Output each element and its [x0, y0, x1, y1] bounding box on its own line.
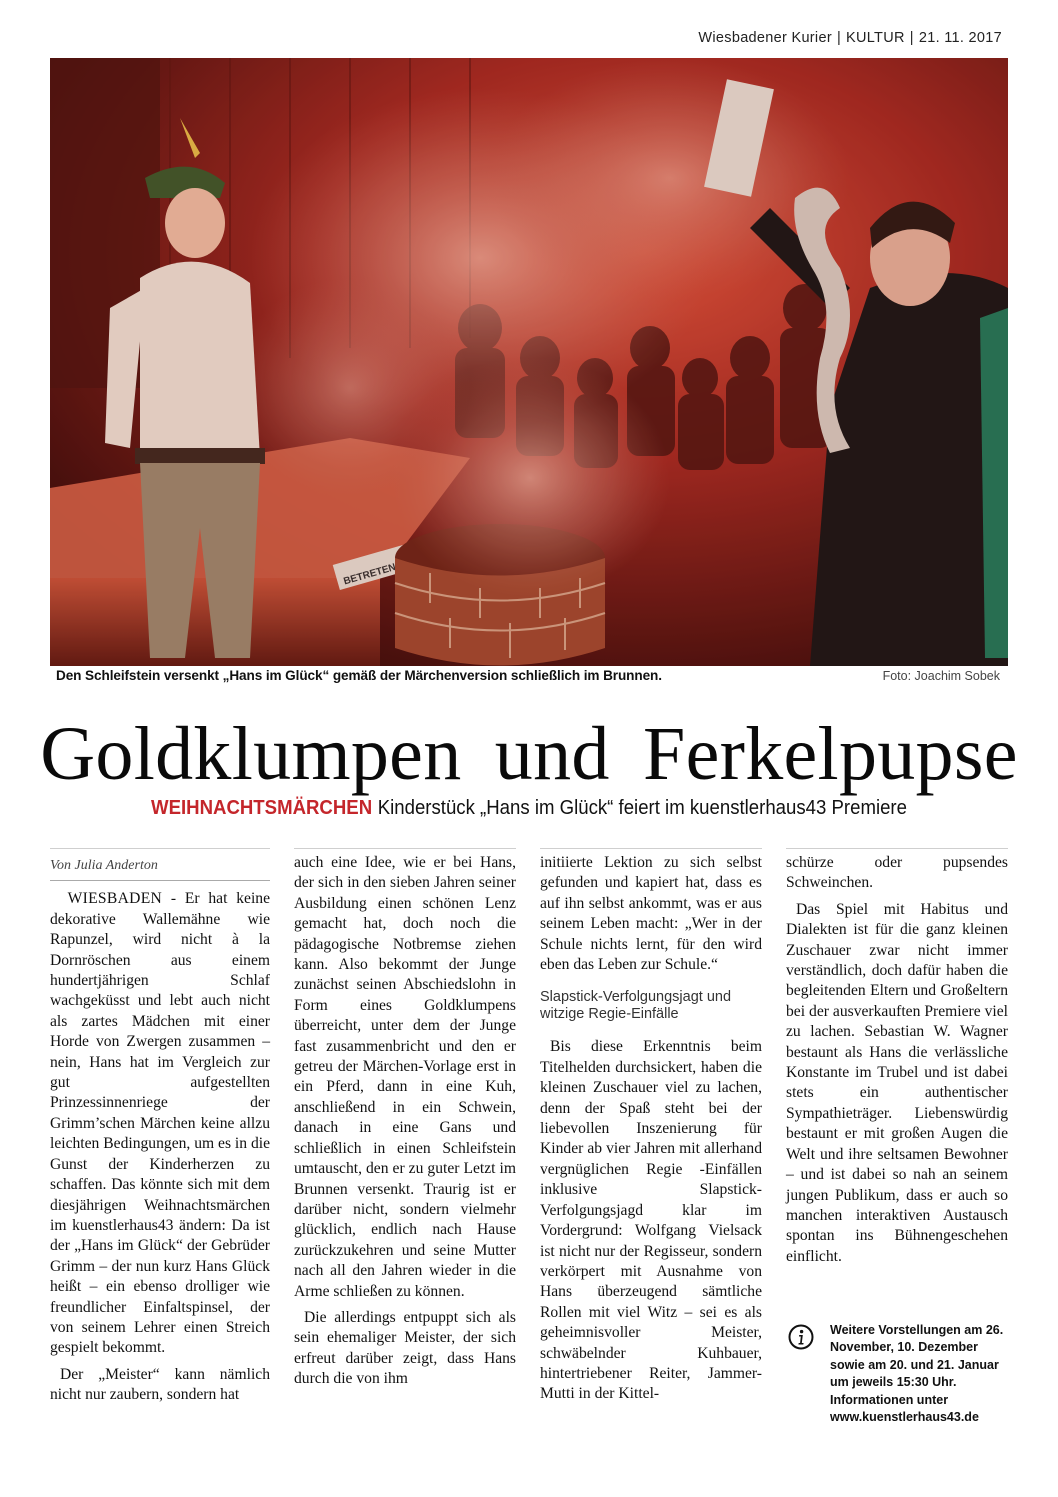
- info-text: Weitere Vorstellungen am 26. November, 10. Dezember sowie am 20. und 21. Januar um jeweils 15:30 Uhr. Informationen unter www.kuenstlerhaus43.de: [830, 1323, 1004, 1425]
- masthead: [698, 30, 1002, 46]
- stage-sign: BETRETEN: [342, 561, 398, 588]
- paragraph: Bis diese Erkenntnis beim Titelhelden durchsickert, haben die kleinen Zuschauer viel zu lachen, denn der Spaß steht bei der liebevollen Inszenierung für Kinder ab vier Jahren mit allerhand vergnüglichen Regie -Einfällen inklusive Slapstick-Verfolgungsjagd klar im Vordergrund: Wolfgang Vielsack ist nicht nur der Regisseur, sondern verkörpert mit Ausnahme von Hans überzeugend sämtliche Rollen mit viel Witz – sei es als geheimnisvoller Meister, schwäbelnder Kuhbauer, hintertriebener Reiter, Jammer-Mutti in der Kittel-: [540, 1038, 762, 1403]
- byline: Von Julia Anderton: [50, 853, 270, 881]
- column-rule: [540, 848, 762, 849]
- masthead-separator: |: [836, 30, 842, 46]
- issue-date: 21. 11. 2017: [918, 30, 1002, 46]
- column-rule: [786, 848, 1008, 849]
- subheadline: [37, 797, 1021, 820]
- kicker: WEIHNACHTSMÄRCHEN: [151, 797, 373, 819]
- article-column-1: [50, 853, 270, 1412]
- paragraph: Die allerdings entpuppt sich als sein ehemaliger Meister, der sich erfreut darüber zeigt, dass Hans durch die von ihm: [294, 1308, 516, 1388]
- article-column-4: [786, 853, 1008, 1273]
- photo-caption-row: [56, 668, 1002, 688]
- article-photo: [50, 58, 1008, 666]
- column-rule: [50, 848, 270, 849]
- stage-photo-illustration: [50, 58, 1008, 666]
- dateline: WIESBADEN: [67, 890, 163, 908]
- newspaper-name: Wiesbadener Kurier: [698, 30, 832, 46]
- headline: Goldklumpen und Ferkelpupse: [40, 712, 1018, 796]
- article-column-3: [540, 853, 762, 1411]
- paragraph: Der „Meister“ kann nämlich nicht nur zaubern, sondern hat: [50, 1365, 270, 1404]
- subheadline-text: Kinderstück „Hans im Glück“ feiert im kuenstlerhaus43 Premiere: [377, 797, 907, 819]
- info-box: [788, 1322, 1010, 1442]
- paragraph: initiierte Lektion zu sich selbst gefunden und kapiert hat, dass es auf ihn selbst ankommt, was er aus seinem Leben macht: „Wer in der Schule nichts lernt, für den wird eben das Leben zur Schule.“: [540, 854, 762, 974]
- section-name: KULTUR: [846, 30, 905, 46]
- article-column-2: [294, 853, 516, 1396]
- paragraph: [50, 889, 270, 1358]
- paragraph: auch eine Idee, wie er bei Hans, der sich in den sieben Jahren seiner Ausbildung einen schönen Lenz gemacht hat, doch noch die pädagogische Notbremse ziehen kann. Also bekommt der Junge zunächst seinen Abschiedslohn in Form eines Goldklumpens überreicht, unter dem der Junge fast zusammenbricht und den er getreu der Märchen-Vorlage erst in ein Pferd, dann in eine Kuh, anschließend in ein Schwein, danach in eine Gans und schließlich in einen Schleifstein umtauscht, den er zu guter Letzt im Brunnen versenkt. Traurig ist er darüber nicht, sondern vielmehr glücklich, endlich nach Hause zurückzukehren und seine Mutter nach all den Jahren wieder in die Arme schließen zu können.: [294, 854, 516, 1300]
- paragraph-text: - Er hat keine dekorative Wallemähne wie Rapunzel, wird nicht à la Dornröschen aus einem hundertjährigen Schlaf wachgeküsst und lebt auch nicht als zartes Mädchen mit einer Horde von Zwergen zusammen – nein, Hans hat im Vergleich zur gut aufgestellten Prinzessinnenriege der Grimm’schen Märchen keine allzu leichten Bedingungen, um es in die Gunst der Kinderherzen zu schaffen. Das könnte sich mit dem diesjährigen Weihnachtsmärchen im kuenstlerhaus43 ändern: Da ist der „Hans im Glück“ der Gebrüder Grimm – der nun kurz Hans Glück heißt – ein ebenso drolliger wie freundlicher Einfaltspinsel, der von seinem Lehrer einen Streich gespielt bekommt.: [50, 890, 270, 1357]
- photo-caption: Den Schleifstein versenkt „Hans im Glück“ gemäß der Märchenversion schließlich im Brunnen.: [56, 668, 662, 683]
- info-icon: [788, 1324, 814, 1350]
- paragraph: schürze oder pupsendes Schweinchen.: [786, 854, 1008, 892]
- masthead-separator: |: [909, 30, 914, 46]
- paragraph: Das Spiel mit Habitus und Dialekten ist für die ganz kleinen Zuschauer zwar nicht immer verständlich, doch dafür haben die begleitenden Eltern und Großeltern bei der ausverkauften Premiere viel zu lachen. Sebastian W. Wagner bestaunt als Hans die verlässliche Konstante im Trubel und ist dabei stets ein authentischer Sympathieträger. Liebenswürdig bestaunt er mit großen Augen die Welt und ihre seltsamen Bewohner – und ist dabei so nah an seinem jungen Publikum, dass er auch so manchen interaktiven Austausch spontan ins Bühnengeschehen einflicht.: [786, 900, 1008, 1265]
- article-subhead: Slapstick-Verfolgungsjagt und witzige Regie-Einfälle: [540, 989, 732, 1023]
- photo-credit: Foto: Joachim Sobek: [882, 669, 1000, 683]
- column-rule: [294, 848, 516, 849]
